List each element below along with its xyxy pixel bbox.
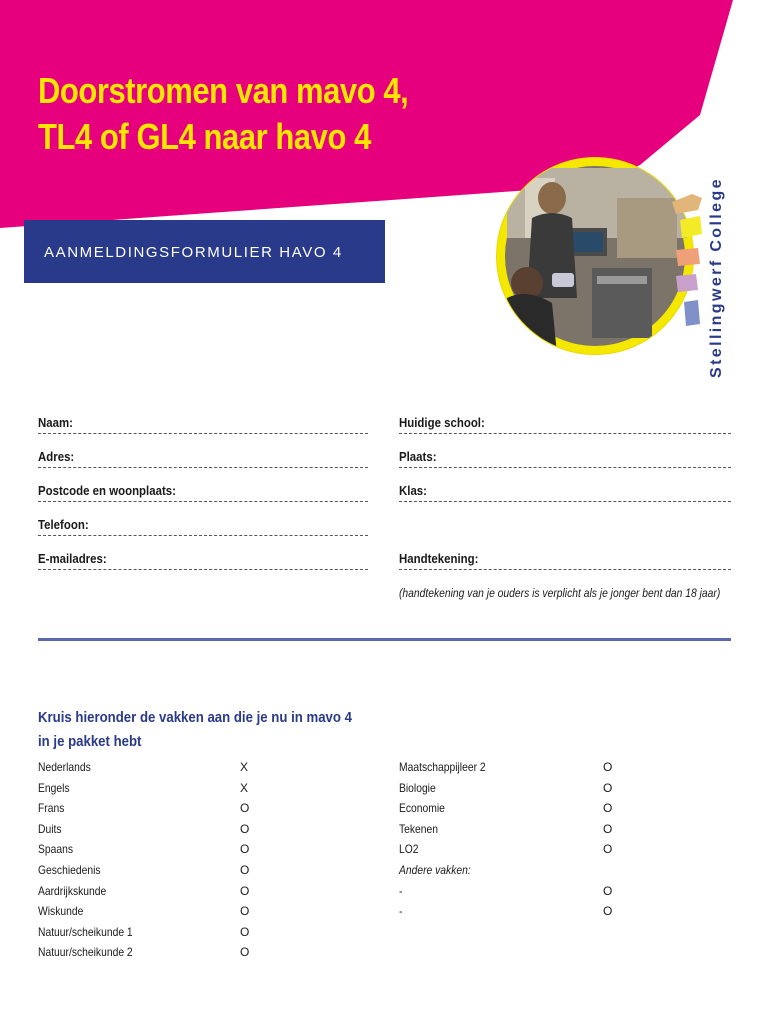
subject-checkbox[interactable]: O — [240, 842, 250, 856]
subject-checkbox[interactable]: O — [240, 925, 250, 939]
subject-name: Tekenen — [399, 822, 439, 836]
postcode-field[interactable] — [38, 481, 368, 502]
subject-name: Biologie — [399, 781, 436, 795]
plaats-field[interactable] — [399, 447, 731, 468]
subject-name: Wiskunde — [38, 904, 84, 918]
subject-checkbox[interactable]: O — [603, 884, 613, 898]
subject-checkbox[interactable]: O — [240, 863, 250, 877]
adres-field[interactable] — [38, 447, 368, 468]
subject-name: Geschiedenis — [38, 863, 101, 877]
subject-name: - — [399, 884, 403, 898]
page-title-line-1: Doorstromen van mavo 4, — [38, 70, 409, 111]
form-title-banner — [24, 220, 385, 283]
huidige-school-label: Huidige school: — [399, 415, 485, 430]
subject-checkbox[interactable]: O — [240, 822, 250, 836]
handtekening-note: (handtekening van je ouders is verplicht als je jonger bent dan 18 jaar) — [399, 586, 721, 600]
subject-name: Natuur/scheikunde 2 — [38, 945, 133, 959]
klas-label: Klas: — [399, 483, 427, 498]
stellingwerf-logo — [662, 180, 742, 380]
subjects-title-line-2: in je pakket hebt — [38, 733, 142, 750]
subject-name: Nederlands — [38, 760, 91, 774]
subject-checkbox[interactable]: X — [240, 760, 249, 774]
subject-checkbox[interactable]: O — [603, 842, 613, 856]
subject-name: Maatschappijleer 2 — [399, 760, 486, 774]
telefoon-field[interactable] — [38, 515, 368, 536]
email-field[interactable] — [38, 549, 368, 570]
subject-checkbox[interactable]: O — [240, 801, 250, 815]
subject-name: Duits — [38, 822, 62, 836]
subject-checkbox[interactable]: O — [603, 781, 613, 795]
adres-label: Adres: — [38, 449, 75, 464]
subject-name: Spaans — [38, 842, 74, 856]
handtekening-field[interactable] — [399, 549, 731, 570]
section-divider — [38, 638, 731, 641]
page-title — [38, 68, 408, 160]
subject-name: - — [399, 904, 403, 918]
subject-name: Aardrijkskunde — [38, 884, 107, 898]
subject-checkbox[interactable]: O — [240, 884, 250, 898]
klas-field[interactable] — [399, 481, 731, 502]
telefoon-label: Telefoon: — [38, 517, 89, 532]
subject-name: Natuur/scheikunde 1 — [38, 925, 133, 939]
subjects-title-line-1: Kruis hieronder de vakken aan die je nu in mavo 4 — [38, 709, 352, 726]
subject-name: Frans — [38, 801, 65, 815]
subject-checkbox[interactable]: X — [240, 781, 249, 795]
naam-field[interactable] — [38, 413, 368, 434]
handtekening-label: Handtekening: — [399, 551, 479, 566]
page-title-line-2: TL4 of GL4 naar havo 4 — [38, 116, 371, 157]
subject-checkbox[interactable]: O — [240, 945, 250, 959]
subject-checkbox[interactable]: O — [603, 904, 613, 918]
naam-label: Naam: — [38, 415, 73, 430]
logo-wordmark: Stellingwerf College — [708, 177, 725, 378]
form-title: AANMELDINGSFORMULIER HAVO 4 — [44, 244, 343, 261]
subject-name: Engels — [38, 781, 70, 795]
subjects-section-title — [38, 706, 352, 754]
subject-checkbox[interactable]: O — [603, 822, 613, 836]
subject-name: Economie — [399, 801, 445, 815]
postcode-label: Postcode en woonplaats: — [38, 483, 176, 498]
subject-name: Andere vakken: — [399, 863, 471, 877]
subject-checkbox[interactable]: O — [603, 760, 613, 774]
plaats-label: Plaats: — [399, 449, 437, 464]
subject-checkbox[interactable]: O — [240, 904, 250, 918]
huidige-school-field[interactable] — [399, 413, 731, 434]
email-label: E-mailadres: — [38, 551, 107, 566]
subject-checkbox[interactable]: O — [603, 801, 613, 815]
subject-name: LO2 — [399, 842, 419, 856]
